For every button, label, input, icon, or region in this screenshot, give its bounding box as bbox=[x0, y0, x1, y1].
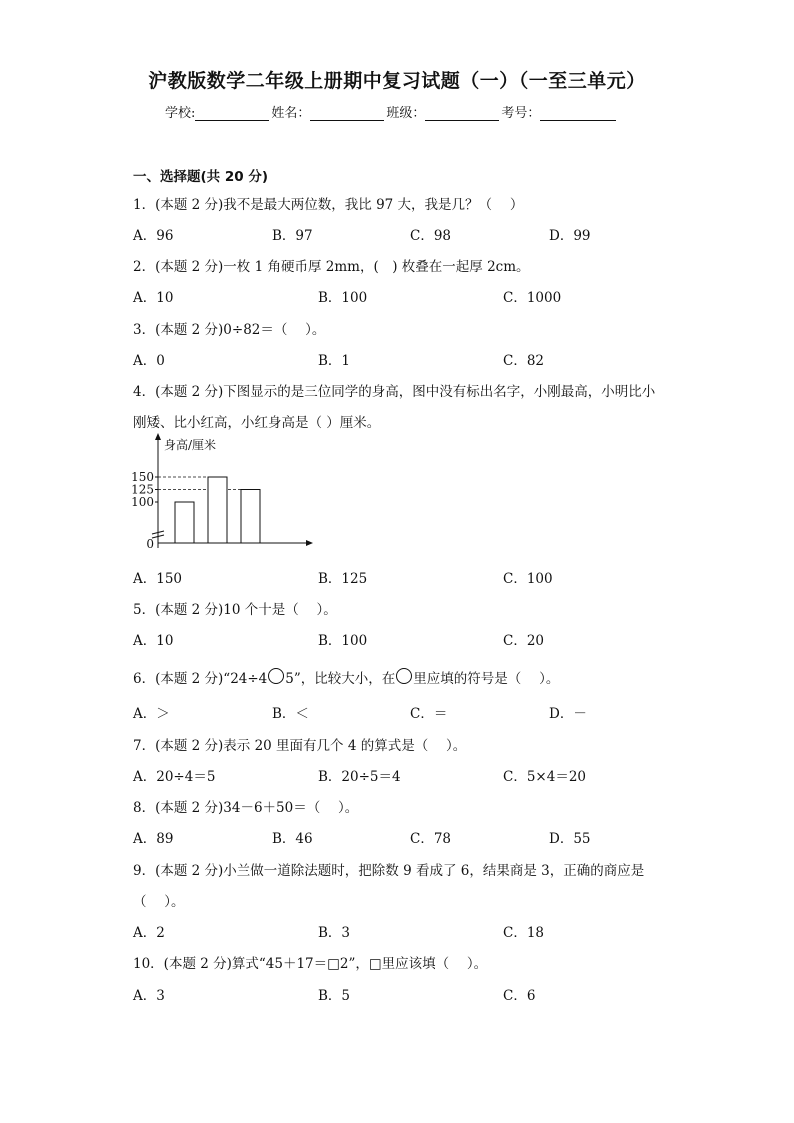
y-axis-title: 身高/厘米 bbox=[164, 438, 217, 452]
question-10: 10．(本题 2 分)算式“45＋17＝□2”，□里应该填（ ）。 bbox=[133, 956, 488, 972]
question-5: 5．(本题 2 分)10 个十是（ ）。 bbox=[133, 602, 337, 618]
option-c[interactable]: C．100 bbox=[503, 571, 553, 587]
option-a[interactable]: A．20÷4＝5 bbox=[133, 769, 216, 785]
class-label: 班级： bbox=[386, 106, 426, 121]
y-tick-label: 125 bbox=[131, 482, 154, 497]
question-7: 7．(本题 2 分)表示 20 里面有几个 4 的算式是（ ）。 bbox=[133, 738, 467, 754]
bar bbox=[241, 490, 260, 544]
option-a[interactable]: A．3 bbox=[133, 988, 165, 1004]
question-1: 1．(本题 2 分)我不是最大两位数，我比 97 大，我是几？（ ） bbox=[133, 197, 524, 213]
section-heading: 一、选择题(共 20 分) bbox=[133, 169, 269, 185]
option-c[interactable]: C．6 bbox=[503, 988, 536, 1004]
question-8: 8．(本题 2 分)34－6＋50＝（ ）。 bbox=[133, 800, 359, 816]
question-2: 2．(本题 2 分)一枚 1 角硬币厚 2mm，( ) 枚叠在一起厚 2cm。 bbox=[133, 259, 530, 275]
option-a[interactable]: A．10 bbox=[133, 290, 174, 306]
question-10-options bbox=[133, 984, 693, 1004]
question-4-line-1: 4．(本题 2 分)下图显示的是三位同学的身高，图中没有标出名字，小刚最高，小明比小 bbox=[133, 384, 656, 400]
student-info-row bbox=[165, 102, 618, 121]
name-field[interactable] bbox=[310, 106, 384, 121]
question-6-part-2: 5”，比较大小，在 bbox=[285, 671, 396, 687]
blank-circle-icon bbox=[268, 668, 284, 684]
school-field[interactable] bbox=[195, 106, 269, 121]
option-d[interactable]: D．55 bbox=[549, 831, 591, 847]
question-7-options bbox=[133, 765, 693, 785]
page-title: 沪教版数学二年级上册期中复习试题（一）（一至三单元） bbox=[148, 70, 646, 92]
option-a[interactable]: A．89 bbox=[133, 831, 174, 847]
y-tick-label: 150 bbox=[131, 470, 154, 484]
y-axis-arrow bbox=[155, 433, 161, 440]
blank-circle-icon bbox=[396, 668, 412, 684]
height-bar-chart bbox=[130, 430, 320, 555]
option-b[interactable]: B．＜ bbox=[272, 706, 309, 722]
question-3-options bbox=[133, 349, 693, 369]
question-9-line-1: 9．(本题 2 分)小兰做一道除法题时，把除数 9 看成了 6，结果商是 3，正确的商应是 bbox=[133, 863, 645, 879]
y-tick-label: 0 bbox=[146, 537, 154, 551]
option-b[interactable]: B．100 bbox=[318, 290, 368, 306]
option-b[interactable]: B．100 bbox=[318, 633, 368, 649]
option-b[interactable]: B．125 bbox=[318, 571, 368, 587]
option-b[interactable]: B．20÷5＝4 bbox=[318, 769, 401, 785]
question-6-part-3: 里应填的符号是（ ）。 bbox=[413, 671, 560, 687]
option-b[interactable]: B．1 bbox=[318, 353, 351, 369]
question-6 bbox=[133, 667, 559, 687]
option-b[interactable]: B．3 bbox=[318, 925, 351, 941]
name-label: 姓名： bbox=[271, 106, 311, 121]
option-c[interactable]: C．5×4＝20 bbox=[503, 769, 586, 785]
bar bbox=[208, 477, 227, 543]
option-a[interactable]: A．＞ bbox=[133, 706, 170, 722]
bar bbox=[175, 502, 194, 543]
option-b[interactable]: B．5 bbox=[318, 988, 351, 1004]
question-4-options bbox=[133, 567, 693, 587]
question-9-line-2: （ ）。 bbox=[133, 894, 185, 910]
y-tick-label: 100 bbox=[131, 495, 154, 509]
option-b[interactable]: B．97 bbox=[272, 228, 313, 244]
option-d[interactable]: D．－ bbox=[549, 706, 587, 722]
question-4-line-2: 刚矮、比小红高，小红身高是（ ）厘米。 bbox=[133, 415, 381, 431]
x-axis-arrow bbox=[306, 540, 313, 546]
option-c[interactable]: C．20 bbox=[503, 633, 545, 649]
option-a[interactable]: A．10 bbox=[133, 633, 174, 649]
question-5-options bbox=[133, 629, 693, 649]
number-label: 考号： bbox=[501, 106, 541, 121]
number-field[interactable] bbox=[540, 106, 616, 121]
question-6-part-1: 6．(本题 2 分)“24÷4 bbox=[133, 671, 268, 687]
question-6-options bbox=[133, 702, 693, 722]
option-a[interactable]: A．0 bbox=[133, 353, 165, 369]
question-9-options bbox=[133, 921, 693, 941]
option-c[interactable]: C．78 bbox=[410, 831, 452, 847]
school-label: 学校: bbox=[165, 106, 196, 121]
option-a[interactable]: A．2 bbox=[133, 925, 165, 941]
question-3: 3．(本题 2 分)0÷82＝（ ）。 bbox=[133, 322, 326, 338]
option-a[interactable]: A．96 bbox=[133, 228, 174, 244]
class-field[interactable] bbox=[425, 106, 499, 121]
option-c[interactable]: C．82 bbox=[503, 353, 545, 369]
option-b[interactable]: B．46 bbox=[272, 831, 313, 847]
option-c[interactable]: C．98 bbox=[410, 228, 452, 244]
option-c[interactable]: C．18 bbox=[503, 925, 545, 941]
option-c[interactable]: C．＝ bbox=[410, 706, 448, 722]
option-a[interactable]: A．150 bbox=[133, 571, 183, 587]
question-8-options bbox=[133, 827, 693, 847]
option-c[interactable]: C．1000 bbox=[503, 290, 562, 306]
option-d[interactable]: D．99 bbox=[549, 228, 591, 244]
question-2-options bbox=[133, 286, 693, 306]
question-1-options bbox=[133, 224, 693, 244]
